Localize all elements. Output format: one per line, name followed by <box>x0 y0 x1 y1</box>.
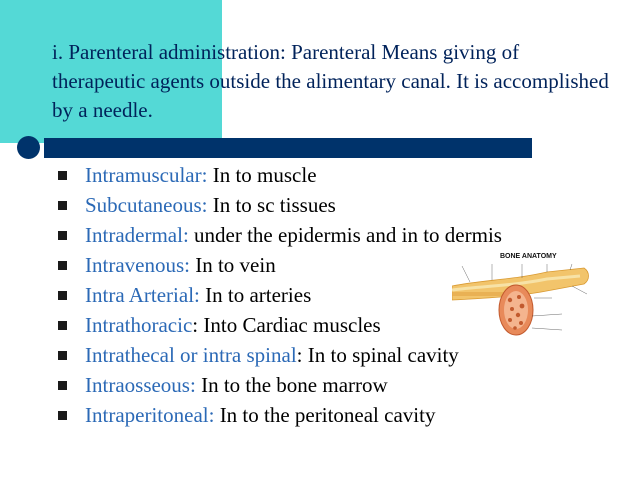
route-term: Intramuscular: <box>85 163 208 187</box>
route-term: Intradermal: <box>85 223 189 247</box>
list-item <box>58 370 502 400</box>
list-item <box>58 160 502 190</box>
list-item <box>58 340 502 370</box>
route-desc: : In to spinal cavity <box>296 343 459 367</box>
divider-dot <box>17 136 40 159</box>
square-bullet-icon <box>58 291 67 300</box>
route-term: Intravenous: <box>85 253 190 277</box>
list-item <box>58 310 502 340</box>
square-bullet-icon <box>58 321 67 330</box>
route-term: Intra Arterial: <box>85 283 200 307</box>
intro-paragraph: i. Parenteral administration: Parenteral Means giving of therapeutic agents outside the alimentary canal. It is accomplished by a needle. <box>52 40 609 122</box>
route-term: Intrathecal or intra spinal <box>85 343 297 367</box>
route-desc: In to vein <box>189 253 276 277</box>
route-desc: In to sc tissues <box>207 193 336 217</box>
route-desc: In to the bone marrow <box>195 373 388 397</box>
square-bullet-icon <box>58 171 67 180</box>
list-item <box>58 250 502 280</box>
square-bullet-icon <box>58 351 67 360</box>
route-desc: under the epidermis and in to dermis <box>188 223 502 247</box>
routes-list <box>58 160 502 430</box>
figure-title: BONE ANATOMY <box>500 253 557 260</box>
route-desc: In to the peritoneal cavity <box>214 403 436 427</box>
square-bullet-icon <box>58 411 67 420</box>
list-item <box>58 280 502 310</box>
list-item <box>58 220 502 250</box>
route-term: Intrathoracic <box>85 313 193 337</box>
spongy-bone-cross-section <box>499 285 533 335</box>
route-desc: In to muscle <box>207 163 317 187</box>
route-term: Intraosseous: <box>85 373 196 397</box>
divider-bar <box>44 138 532 158</box>
square-bullet-icon <box>58 231 67 240</box>
route-term: Intraperitoneal: <box>85 403 215 427</box>
bone-anatomy-figure <box>452 250 612 342</box>
route-desc: In to arteries <box>199 283 312 307</box>
list-item <box>58 400 502 430</box>
square-bullet-icon <box>58 381 67 390</box>
square-bullet-icon <box>58 261 67 270</box>
square-bullet-icon <box>58 201 67 210</box>
list-item <box>58 190 502 220</box>
route-term: Subcutaneous: <box>85 193 208 217</box>
route-desc: : Into Cardiac muscles <box>192 313 381 337</box>
